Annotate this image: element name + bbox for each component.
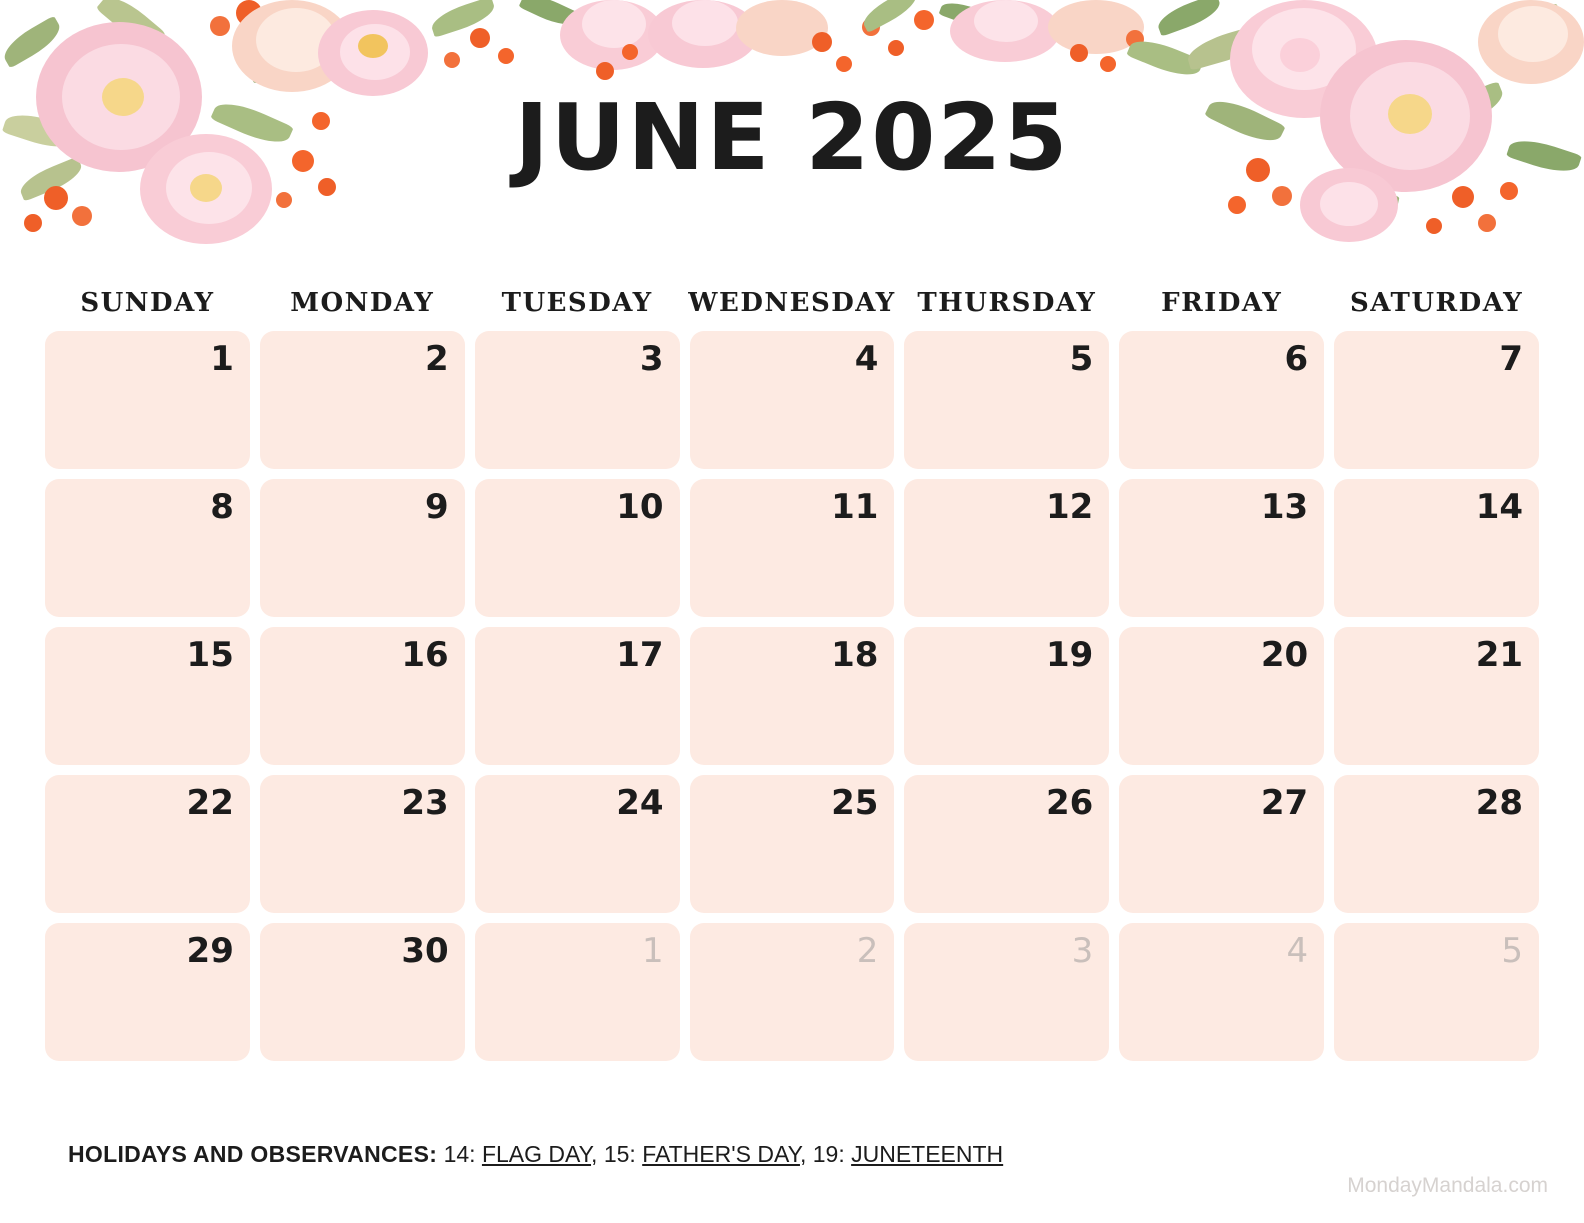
weekday-header-wednesday: WEDNESDAY — [688, 288, 896, 318]
day-number: 2 — [856, 931, 879, 971]
day-number: 26 — [1045, 783, 1094, 823]
day-cell[interactable] — [1119, 627, 1324, 765]
day-number: 23 — [401, 783, 449, 823]
day-cell[interactable] — [260, 479, 465, 617]
weekday-header-saturday: SATURDAY — [1350, 288, 1524, 318]
day-cell[interactable] — [904, 331, 1109, 469]
day-number: 4 — [854, 339, 879, 379]
holidays-and-observances — [68, 1141, 1003, 1168]
day-cell[interactable] — [45, 331, 250, 469]
day-number: 15 — [186, 635, 234, 675]
calendar-week-row — [40, 918, 1544, 1066]
day-number: 6 — [1284, 339, 1309, 379]
day-cell[interactable] — [475, 627, 680, 765]
day-number: 1 — [210, 339, 234, 379]
calendar-week-row — [40, 474, 1544, 622]
day-number: 21 — [1475, 635, 1524, 675]
calendar-grid — [40, 288, 1544, 1066]
day-cell[interactable] — [690, 479, 895, 617]
day-number: 7 — [1499, 339, 1524, 379]
calendar-week-row — [40, 326, 1544, 474]
day-number: 28 — [1475, 783, 1524, 823]
day-cell[interactable] — [1334, 775, 1539, 913]
day-cell[interactable] — [260, 775, 465, 913]
day-cell[interactable] — [45, 775, 250, 913]
day-cell-outside-month[interactable] — [1334, 923, 1539, 1061]
day-number: 27 — [1260, 783, 1309, 823]
day-cell[interactable] — [260, 331, 465, 469]
weekday-header-monday: MONDAY — [290, 288, 435, 318]
day-cell[interactable] — [1119, 479, 1324, 617]
holiday-date: 19: — [812, 1141, 845, 1167]
day-cell-outside-month[interactable] — [690, 923, 895, 1061]
day-number: 30 — [401, 931, 449, 971]
day-number: 1 — [641, 931, 664, 971]
day-number: 3 — [1071, 931, 1094, 971]
calendar-week-row — [40, 622, 1544, 770]
day-cell[interactable] — [1119, 331, 1324, 469]
day-number: 3 — [639, 339, 664, 379]
weekday-header-sunday: SUNDAY — [80, 288, 215, 318]
day-cell[interactable] — [904, 775, 1109, 913]
day-cell[interactable] — [260, 627, 465, 765]
day-cell[interactable] — [475, 479, 680, 617]
day-cell[interactable] — [690, 331, 895, 469]
day-number: 4 — [1286, 931, 1309, 971]
site-watermark: MondayMandala.com — [1347, 1174, 1548, 1197]
day-cell-outside-month[interactable] — [475, 923, 680, 1061]
weekday-header-friday: FRIDAY — [1161, 288, 1283, 318]
day-number: 22 — [186, 783, 234, 823]
holiday-date: 14: — [443, 1141, 476, 1167]
day-number: 5 — [1501, 931, 1524, 971]
day-cell[interactable] — [690, 775, 895, 913]
holiday-separator: , — [591, 1141, 598, 1167]
day-cell[interactable] — [260, 923, 465, 1061]
day-number: 20 — [1260, 635, 1309, 675]
day-number: 11 — [831, 487, 879, 527]
holiday-separator: , — [799, 1141, 807, 1167]
holiday-name: FATHER'S DAY — [642, 1141, 800, 1167]
day-number: 9 — [425, 487, 449, 527]
day-cell[interactable] — [475, 775, 680, 913]
day-number: 2 — [425, 339, 449, 379]
day-number: 13 — [1260, 487, 1309, 527]
day-number: 10 — [616, 487, 664, 527]
day-cell-outside-month[interactable] — [904, 923, 1109, 1061]
day-number: 12 — [1045, 487, 1094, 527]
day-cell[interactable] — [1334, 479, 1539, 617]
day-number: 25 — [831, 783, 879, 823]
weekday-header-thursday: THURSDAY — [917, 288, 1097, 318]
weekday-header-row — [40, 288, 1544, 318]
day-number: 24 — [616, 783, 664, 823]
day-cell[interactable] — [475, 331, 680, 469]
day-cell[interactable] — [1334, 627, 1539, 765]
calendar-week-row — [40, 770, 1544, 918]
holiday-date: 15: — [603, 1141, 636, 1167]
day-number: 19 — [1045, 635, 1094, 675]
day-number: 17 — [616, 635, 664, 675]
day-number: 29 — [186, 931, 234, 971]
day-cell[interactable] — [904, 627, 1109, 765]
day-cell[interactable] — [45, 627, 250, 765]
day-cell[interactable] — [1119, 775, 1324, 913]
day-number: 14 — [1475, 487, 1524, 527]
holiday-name: FLAG DAY — [481, 1141, 592, 1167]
weekday-header-tuesday: TUESDAY — [501, 288, 653, 318]
holidays-label: HOLIDAYS AND OBSERVANCES: — [68, 1141, 438, 1167]
day-cell[interactable] — [45, 479, 250, 617]
day-cell[interactable] — [904, 479, 1109, 617]
day-cell[interactable] — [45, 923, 250, 1061]
day-number: 5 — [1069, 339, 1094, 379]
page-title: JUNE 2025 — [514, 84, 1070, 191]
day-cell[interactable] — [690, 627, 895, 765]
day-cell[interactable] — [1334, 331, 1539, 469]
day-number: 8 — [210, 487, 234, 527]
holiday-name: JUNETEENTH — [851, 1141, 1004, 1167]
day-number: 16 — [401, 635, 449, 675]
day-number: 18 — [831, 635, 879, 675]
day-cell-outside-month[interactable] — [1119, 923, 1324, 1061]
